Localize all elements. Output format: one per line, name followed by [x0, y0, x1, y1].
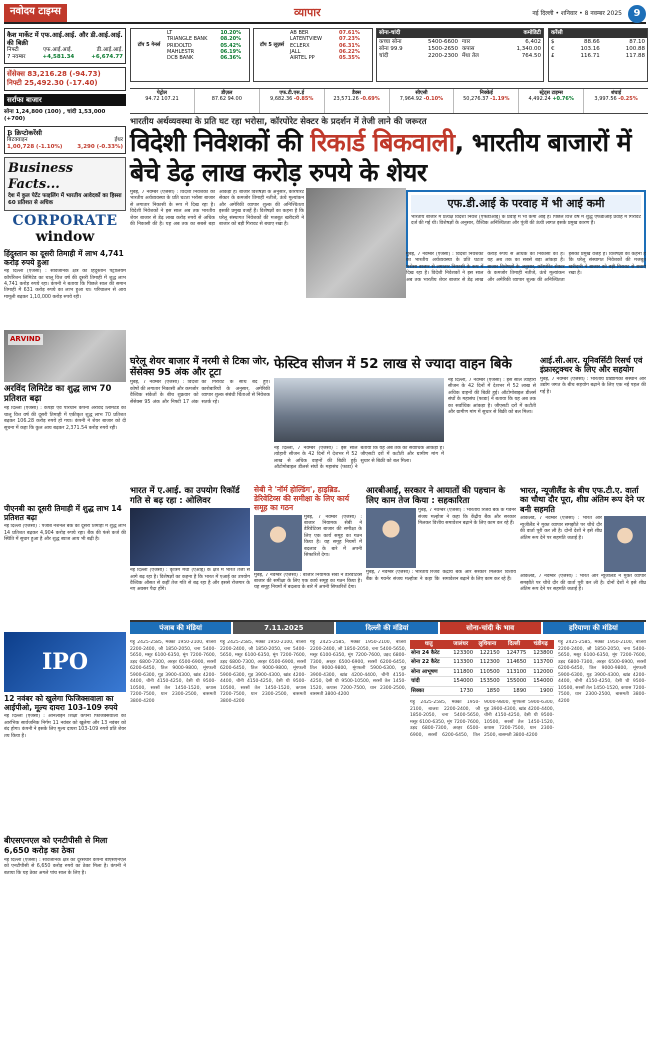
pnb-headline: पीएनबी का दूसरी तिमाही में शुद्ध लाभ 14 प्रतिशत बढ़ा — [4, 504, 122, 523]
hindustan-headline: हिंदुस्तान का दूसरी तिमाही में लाभ 4,741 करोड़ रुपये हुआ — [4, 249, 124, 268]
bullion-bar: सर्राफा बाजार — [4, 94, 126, 107]
punjab-mandi-listing-2: गेहूं 2425-2585, मक्का 1950-2100, बाजरा 2200-2400, जौ 1850-2050, चना 5400-5650, मसूर 6100-6350, मूंग 7200-7600, उड़द 6800-7300, अरहर 6500-6900, सरसों 6200-6450, तिल 9000-9800, मूंगफली 5900-6300, गुड़ 3900-4300, खांड 4200-4400, चीनी 4150-4250, देसी घी 9500-10500, सरसों तेल 1450-1520, कपास 7200-7500, धान 2300-2500, बासमती 3800-4200 — [220, 640, 306, 704]
sebi-body: मुंबई, 7 नवम्बर (एजेंसी) : बाजार नियामक सेबी ने डेरिवेटिव्स बाजार की समीक्षा के लिए एक कार्य समूह का गठन किया है। यह समूह नियमों में बदलाव के बारे में अपनी सिफारिशें देगा। — [304, 514, 362, 559]
fdi-title: एफ.डी.आई के परवाह में भी आई कमी — [411, 195, 641, 213]
fii-dii-header-row: निफ्टी एफ.आई.आई. डी.आई.आई. — [7, 47, 123, 54]
festive-sales-body: नई दिल्ली, 7 नवम्बर (एजेंसी) : इस साल त्योहारी सीजन के 42 दिनों में देशभर में 52 लाख से अधिक वाहनों की बिक्री हुई। ऑटोमोबाइल डीलर्स संघों के महासंघ (फाडा) ने बताया कि यह अब तक का सर्वाधिक आंकड़ा है। जीएसटी दरों में कटौती और ग्रामीण मांग में सुधार से बिक्री को बल मिला। — [448, 378, 536, 416]
lead-story-continued: मुंबई, 7 नवम्बर (एजेंसी) : विदेशी निवेशकों का भारतीय अर्थव्यवस्था के प्रति घटता भरोसा बाजार से लगातार निकासी के रूप में दिख रहा है। विदेशी निवेशकों ने इस साल अब तक भारतीय शेयर बाजार से डेढ़ लाख करोड़ रुपये से अधिक की निकासी की है। यह अब तक का सबसे बड़ा आंकड़ा है। बाजार विशेषज्ञों के अनुसार, कॉरपोरेट सेक्टर के कमजोर तिमाही नतीजे, ऊंचे मूल्यांकन और अमेरिकी व्यापार शुल्क की अनिश्चितता इसकी प्रमुख वजहें हैं। विशेषज्ञों का कहना है कि घरेलू संस्थागत निवेशकों की मजबूत खरीदारी ने बाजार को बड़ी गिरावट से बचाए रखा है। — [406, 252, 646, 283]
fii-dii-box — [4, 28, 126, 64]
fii-dii-title: कैश मार्केट में एफ.आई.आई. और डी.आई.आई. की बिक्री — [7, 31, 123, 48]
fta-headline: भारत, न्यूजीलैंड के बीच एफ.टी.ए. वार्ता का चौथा दौर पूरा, शीघ्र अंतिम रूप देने पर बनी सहमति — [520, 486, 645, 514]
fta-story — [520, 486, 646, 636]
ai-body: नई दिल्ली (एजेंसी) : कृत्रिम मेधा (एआई) के क्षेत्र में भारत तेजी से आगे बढ़ रहा है। विशेषज्ञों का कहना है कि भारत में एआई का उपयोग वैश्विक औसत से कहीं तेज गति से बढ़ रहा है और इससे रोजगार के नए अवसर पैदा होंगे। — [130, 568, 250, 593]
market-cell: शंघाई 3,997.56 -0.25% — [594, 90, 638, 103]
gold-silver-line: सोना 1,24,800 (100) , चांदी 1,53,000 (+700) — [4, 109, 106, 123]
sebi-headline: सेबी ने 'नॉर्म होल्डिंग', हाइब्रिड. डेरिवेटिव्स की समीक्षा के लिए कार्य समूह का गठन — [254, 485, 350, 512]
page-number-badge: 9 — [628, 5, 646, 23]
table-row: सोना आभूषण 111800 110500 113100 112000 — [411, 668, 553, 675]
top-gainers-box: टॉप 5 गेनर्स LT 10.20% TRIANGLE BANK 08.20% PRIDOLTD 05.42% MAHLESTR 06.19% DCB BANK 06.36% — [130, 28, 250, 82]
table-row: सोना 24 कैरेट 123300 122150 124775 123800 — [411, 649, 553, 656]
corporate-window-subtitle: window — [35, 228, 95, 245]
publication-info: नई दिल्ली • शनिवार • 8 नवम्बर 2025 — [532, 10, 622, 17]
festive-sales-headline: फेस्टिव सीजन में 52 लाख से ज्यादा वाहन बिके — [274, 356, 512, 372]
ipo-body: नई दिल्ली (एजेंसी) : ऑनलाइन शिक्षा कंपनी फिजिक्सवाला का आरंभिक सार्वजनिक निर्गम 11 नवंबर को खुलेगा और 13 नवंबर को बंद होगा। कंपनी ने इसके लिए मूल्य दायरा 103-109 रुपये प्रति शेयर तय किया है। — [4, 714, 126, 739]
lead-story-body: मुंबई, 7 नवम्बर (एजेंसी) : विदेशी निवेशकों का भारतीय अर्थव्यवस्था के प्रति घटता भरोसा बाजार से लगातार निकासी के रूप में दिख रहा है। विदेशी निवेशकों ने इस साल अब तक भारतीय शेयर बाजार से डेढ़ लाख करोड़ रुपये से अधिक की निकासी की है। यह अब तक का सबसे बड़ा आंकड़ा है। बाजार विशेषज्ञों के अनुसार, कॉरपोरेट सेक्टर के कमजोर तिमाही नतीजे, ऊंचे मूल्यांकन और अमेरिकी व्यापार शुल्क की अनिश्चितता इसकी प्रमुख वजहें हैं। विशेषज्ञों का कहना है कि घरेलू संस्थागत निवेशकों की मजबूत खरीदारी ने बाजार को बड़ी गिरावट से बचाए रखा है। — [130, 190, 304, 228]
bsnl-body: नई दिल्ली (एजेंसी) : सार्वजनिक क्षेत्र की दूरसंचार कंपनी बीएसएनएल को एनटीपीसी से 6,650 करोड़ रुपये का ठेका मिला है। कंपनी ने बताया कि यह ठेका अगले पांच साल के लिए है। — [4, 857, 126, 876]
delhi-mandi-header: दिल्ली की मंडियां — [336, 622, 437, 634]
global-markets-strip — [130, 88, 648, 114]
rbi-governor-photo — [366, 508, 416, 568]
crypto-box: ₿ क्रिप्टोकरेंसी बिटक्वाइन ईथर 1,00,728 (-1.10%) 3,290 (-0.33%) — [4, 126, 126, 154]
rbi-headline: आरबीआई, सरकार ने आयातों की पहचान के लिए काम तेज किया : सहकारिता — [366, 486, 505, 507]
section-title: व्यापार — [294, 6, 321, 19]
market-cell: एफ.टी.एस.ई 9,682.36 -0.85% — [260, 89, 325, 113]
market-cell: निक्केई 50,276.37 -1.19% — [454, 89, 519, 113]
mandi-section-header — [130, 620, 646, 634]
fta-body-continued: ऑकलैंड, 7 नवम्बर (एजेंसी) : भारत और न्यूजीलैंड ने मुक्त व्यापार समझौते पर चौथे दौर की वार्ता पूरी कर ली है। दोनों देशों ने इसे शीघ्र अंतिम रूप देने पर सहमति जताई है। — [520, 574, 646, 593]
brand-logo: नवोदय टाइम्स — [4, 4, 67, 22]
sebi-story — [254, 486, 362, 635]
business-facts-box — [4, 157, 126, 211]
punjab-mandi-listing: गेहूं 2425-2585, मक्का 1950-2100, बाजरा 2200-2400, जौ 1850-2050, चना 5400-5650, मसूर 6100-6350, मूंग 7200-7600, उड़द 6800-7300, अरहर 6500-6900, सरसों 6200-6450, तिल 9000-9800, मूंगफली 5900-6300, गुड़ 3900-4300, खांड 4200-4400, चीनी 4150-4250, देसी घी 9500-10500, सरसों तेल 1450-1520, कपास 7200-7500, धान 2300-2500, बासमती 3800-4200 — [130, 640, 216, 704]
ai-headline: भारत में ए.आई. का उपयोग रिकॉर्ड गति से बढ़ रहा : ओलिवर — [130, 486, 240, 507]
haryana-mandi-header: हरियाणा की मंडियां — [543, 622, 644, 634]
main-headline: विदेशी निवेशकों की रिकार्ड बिकवाली, भारतीय बाजारों में बेचे डेढ़ लाख करोड़ रुपये के शेयर — [130, 128, 632, 187]
punjab-mandi-header: पंजाब की मंडियां — [130, 622, 231, 634]
headline-kicker: भारतीय अर्थव्यवस्था के प्रति घट रहा भरोसा, कॉरपोरेट सेक्टर के प्रदर्शन में तेजी लाने की जरूरत — [130, 117, 427, 127]
ai-illustration — [130, 508, 250, 566]
bullion-rates-header: सोना-चांदी के भाव — [440, 622, 541, 634]
sensex-value: सेंसेक्स 83,216.28 (-94.73) — [7, 70, 101, 78]
minister-photo — [604, 516, 646, 572]
fta-body: ऑकलैंड, 7 नवम्बर (एजेंसी) : भारत और न्यूजीलैंड ने मुक्त व्यापार समझौते पर चौथे दौर की वार्ता पूरी कर ली है। दोनों देशों ने इसे शीघ्र अंतिम रूप देने पर सहमति जताई है। — [520, 516, 602, 541]
market-cell: डैक्स 23,571.26 -0.69% — [325, 89, 390, 113]
currency-box: करेंसी $ 88.66 87.10 € 103.16 100.88 £ 116.71 117.88 — [548, 28, 648, 82]
left-lower-column — [4, 330, 126, 968]
iit-body: मुंबई, 7 नवम्बर (एजेंसी) : भारतीय प्रौद्योगिकी संस्थान और उद्योग जगत के बीच सहयोग बढ़ाने के लिए एक नई पहल की गई है। — [540, 376, 646, 395]
delhi-mandi-listing: गेहूं 2425-2585, मक्का 1950-2100, बाजरा 2200-2400, जौ 1850-2050, चना 5400-5650, मसूर 6100-6350, मूंग 7200-7600, उड़द 6800-7300, अरहर 6500-6900, सरसों 6200-6450, तिल 9000-9800, मूंगफली 5900-6300, गुड़ 3900-4300, खांड 4200-4400, चीनी 4150-4250, देसी घी 9500-10500, सरसों तेल 1450-1520, कपास 7200-7500, धान 2300-2500, बासमती 3800-4200 — [310, 640, 406, 698]
bullion-commodity-box: सोना-चांदी कमोडिटी कच्चा सोना 5400-6600 सोना 99.9 1500-2650 चांदी 2200-2300 ग्वार 6,402 कपास 1,340.00 मेंथा तेल 764.50 — [376, 28, 544, 82]
market-close-body: मुंबई, 7 नवम्बर (एजेंसी) : विदेशी कोषों की लगातार निकासी और कमजोर वैश्विक संकेतों के बीच शुक्रवार को सेंसेक्स 95 अंक और निफ्टी 17 अंक की गिरावट के साथ बंद हुए। कारोबारियों के अनुसार, अमेरिकी व्यापार शुल्क संबंधी चिंताओं से निवेशक सतर्क रहे। — [130, 380, 270, 405]
bsnl-headline: बीएसएनएल को एनटीपीसी से मिला 6,650 करोड़ का ठेका — [4, 836, 108, 855]
market-cell: पेट्रोल 94.72 107.21 — [130, 89, 195, 113]
ipo-image: IPO — [4, 632, 126, 692]
sebi-official-photo — [254, 515, 302, 571]
market-cell: स्ट्रेट्स टाइम्स 4,492.24 +0.76% — [519, 89, 584, 113]
fii-dii-values-row: 7 नवम्बर +4,581.34 +6,674.77 — [7, 54, 123, 61]
corporate-window-title: CORPORATE — [12, 212, 118, 229]
arvind-body: नई दिल्ली (एजेंसी) : कपड़ा एवं परिधान कंपनी अरविंद लिमिटेड का चालू वित्त वर्ष की दूसरी तिमाही में एकीकृत शुद्ध लाभ 70 प्रतिशत बढ़कर 106.28 करोड़ रुपये हो गया। कंपनी ने शेयर बाजार को दी सूचना में कहा कि कुल आय बढ़कर 2,371.54 करोड़ रुपये रही। — [4, 406, 126, 431]
mandi-date: 7.11.2025 — [233, 622, 334, 634]
rbi-body: मुंबई, 7 नवम्बर (एजेंसी) : भारतीय रिजर्व बैंक के गवर्नर संजय मल्होत्रा ने कहा कि केंद्रीय बैंक और सरकार मिलकर वित्तीय समावेशन बढ़ाने के लिए काम कर रहे हैं। — [418, 508, 516, 526]
bullion-rates-table: धातु जालंधर लुधियाना दिल्ली चंडीगढ़ सोना 24 कैरेट 123300 122150 124775 123800 सोना 22 कैरेट 113300 112300 114650 113700 सोना आभूषण 111800 110500 113100 112000 चांदी 154000 153500 155000 154000 सिक्का 1730 1850 1890 1900 — [411, 641, 553, 694]
index-box — [4, 67, 126, 91]
top-losers-box: टॉप 5 लूज़र्स AB BER 07.61% LATENTVIEW 07.23% ECLERX 06.31% JALL 06.22% AIRTEL PP 05.35% — [253, 28, 373, 82]
pnb-body: नई दिल्ली (एजेंसी) : पंजाब नेशनल बैंक का दूसरी तिमाही में शुद्ध लाभ 14 प्रतिशत बढ़कर 4,904 करोड़ रुपये रहा। बैंक की फंसे कर्ज की स्थिति में सुधार हुआ है और शुद्ध ब्याज आय भी बढ़ी है। — [4, 524, 126, 543]
market-cell: डीज़ल 87.62 94.00 — [195, 89, 260, 113]
rbi-story — [366, 486, 516, 630]
masthead — [4, 4, 646, 24]
left-column — [4, 28, 126, 331]
haryana-mandi-listing: गेहूं 2425-2585, मक्का 1950-2100, बाजरा 2200-2400, जौ 1850-2050, चना 5400-5650, मसूर 6100-6350, मूंग 7200-7600, उड़द 6800-7300, अरहर 6500-6900, सरसों 6200-6450, तिल 9000-9800, मूंगफली 5900-6300, गुड़ 3900-4300, खांड 4200-4400, चीनी 4150-4250, देसी घी 9500-10500, सरसों तेल 1450-1520, कपास 7200-7500, धान 2300-2500, बासमती 3800-4200 — [558, 640, 646, 704]
bullion-notes-listing: गेहूं 2425-2585, मक्का 1950-2100, बाजरा 2200-2400, जौ 1850-2050, चना 5400-5650, मसूर 6100-6350, मूंग 7200-7600, उड़द 6800-7300, अरहर 6500-6900, सरसों 6200-6450, तिल 9000-9800, मूंगफली 5900-6300, गुड़ 3900-4300, खांड 4200-4400, चीनी 4150-4250, देसी घी 9500-10500, सरसों तेल 1450-1520, कपास 7200-7500, धान 2300-2500, बासमती 3800-4200 — [410, 700, 554, 738]
ai-story — [130, 486, 250, 630]
market-cell: सीएसी 7,964.92 -0.10% — [390, 89, 455, 113]
crypto-title: ₿ क्रिप्टोकरेंसी — [7, 129, 42, 137]
arvind-photo: ARVIND — [4, 330, 126, 382]
festive-sales-continued: नई दिल्ली, 7 नवम्बर (एजेंसी) : इस साल त्योहारी सीजन के 42 दिनों में देशभर में 52 लाख से अधिक वाहनों की बिक्री हुई। ऑटोमोबाइल डीलर्स संघों के महासंघ (फाडा) ने बताया कि यह अब तक का सर्वाधिक आंकड़ा है। जीएसटी दरों में कटौती और ग्रामीण मांग में सुधार से बिक्री को बल मिला। — [274, 446, 444, 471]
business-facts-title: Business Facts... — [8, 160, 74, 193]
market-graph-photo — [306, 188, 406, 298]
iit-story — [540, 356, 646, 473]
rbi-body-continued: मुंबई, 7 नवम्बर (एजेंसी) : भारतीय रिजर्व बैंक के गवर्नर संजय मल्होत्रा ने कहा कि केंद्रीय बैंक और सरकार मिलकर वित्तीय समावेशन बढ़ाने के लिए काम कर रहे हैं। — [366, 570, 516, 582]
table-row: सोना 22 कैरेट 113300 112300 114650 113700 — [411, 659, 553, 666]
sebi-body-continued: मुंबई, 7 नवम्बर (एजेंसी) : बाजार नियामक सेबी ने डेरिवेटिव्स बाजार की समीक्षा के लिए एक कार्य समूह का गठन किया है। यह समूह नियमों में बदलाव के बारे में अपनी सिफारिशें देगा। — [254, 572, 362, 591]
table-row: चांदी 154000 153500 155000 154000 — [411, 678, 553, 685]
bitcoin-icon: ₿ — [7, 129, 15, 137]
business-facts-text: देश में कुल पेटेंट फाइलिंग में भारतीय आवेदकों का हिस्सा 60 प्रतिशत से अधिक — [8, 193, 122, 207]
market-ticker — [130, 28, 648, 86]
hindustan-body: नई दिल्ली (एजेंसी) : सार्वजनिक क्षेत्र की हिंदुस्तान पेट्रोलियम कॉर्पोरेशन लिमिटेड का चालू वित्त वर्ष की दूसरी तिमाही में शुद्ध लाभ 4,741 करोड़ रुपये रहा। कंपनी ने बताया कि पिछले साल की समान तिमाही में 631 करोड़ रुपये का लाभ हुआ था। परिचालन से आय मामूली बढ़कर 1,10,000 करोड़ रुपये रही। — [4, 269, 126, 300]
cars-photo — [274, 378, 444, 442]
fdi-body: भारतीय बाजार में प्रत्यक्ष विदेशी निवेश (एफडीआई) के प्रवाह में भी कमी आई है। पिछले वित्त वर्ष में शुद्ध एफडीआई प्रवाह में गिरावट दर्ज की गई थी। विशेषज्ञों के अनुसार, वैश्विक अनिश्चितता और पूंजी की ऊंची लागत इसके प्रमुख कारण हैं। — [411, 214, 641, 227]
table-row: सिक्का 1730 1850 1890 1900 — [411, 687, 553, 694]
market-close-headline: घरेलू शेयर बाजार में नरमी से टिका जोर, सेंसेक्स 95 अंक और टूटा — [130, 356, 270, 379]
market-close-story — [130, 356, 270, 498]
iit-headline: आई.सी.आर. यूनिवर्सिटी रिसर्च एवं इंफ्रास्ट्रक्चर के लिए और सहयोग — [540, 356, 643, 375]
nifty-value: निफ्टी 25,492.30 (-17.40) — [7, 78, 98, 87]
arvind-headline: अरविंद लिमिटेड का शुद्ध लाभ 70 प्रतिशत बढ़ा — [4, 384, 112, 405]
ipo-headline: 12 नवंबर को खुलेगा फिजिक्सवाला का आईपीओ, मूल्य दायरा 103-109 रुपये — [4, 694, 118, 713]
